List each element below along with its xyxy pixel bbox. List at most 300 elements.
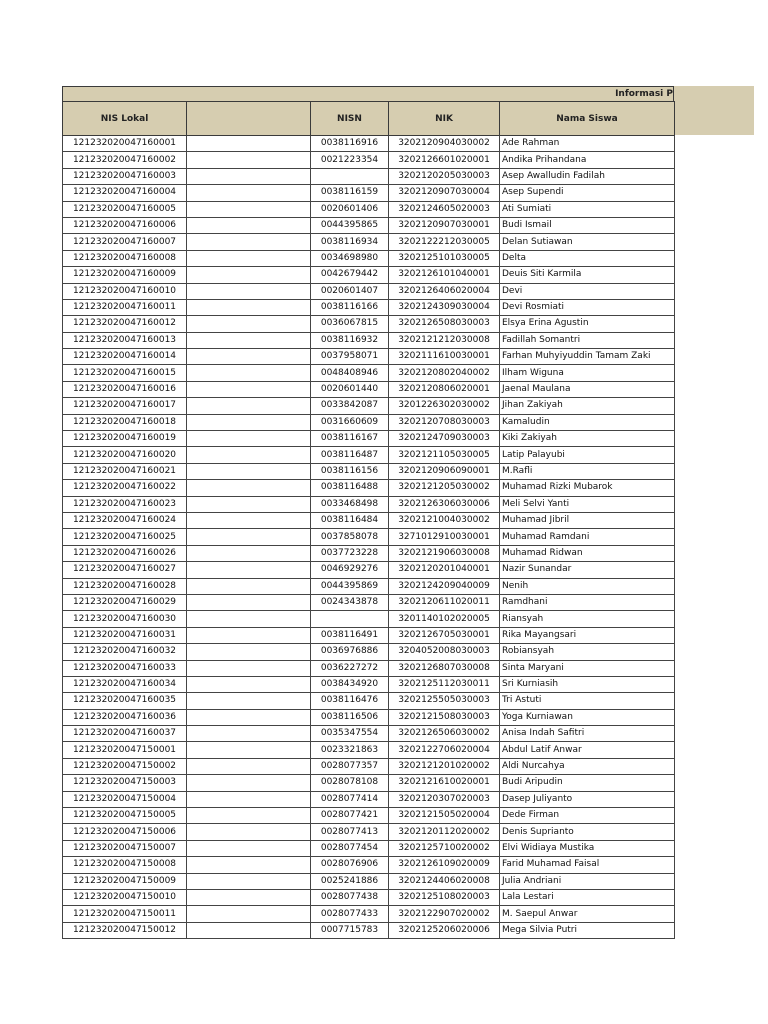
table-row (63, 726, 675, 742)
cell-blank[interactable] (187, 726, 311, 742)
cell-blank[interactable] (187, 644, 311, 660)
cell-nisn[interactable]: 0038116476 (311, 693, 389, 709)
table-row (63, 431, 675, 447)
table-row (63, 742, 675, 758)
cell-nis-lokal[interactable]: 121232020047160013 (63, 332, 187, 348)
table-row (63, 201, 675, 217)
cell-nik[interactable]: 3202120806020001 (389, 381, 500, 397)
cell-nama-siswa[interactable]: Abdul Latif Anwar (500, 742, 675, 758)
cell-nik[interactable]: 3202120307020003 (389, 791, 500, 807)
cell-nis-lokal[interactable]: 121232020047160020 (63, 447, 187, 463)
cell-nama-siswa[interactable]: Latip Palayubi (500, 447, 675, 463)
cell-nama-siswa[interactable]: Ilham Wiguna (500, 365, 675, 381)
cell-nama-siswa[interactable]: Sri Kurniasih (500, 676, 675, 692)
table-row (63, 217, 675, 233)
cell-nisn[interactable]: 0020601440 (311, 381, 389, 397)
cell-nis-lokal[interactable]: 121232020047160009 (63, 267, 187, 283)
cell-nik[interactable]: 3202125206020006 (389, 922, 500, 938)
cell-nisn[interactable]: 0037723228 (311, 545, 389, 561)
cell-nama-siswa[interactable]: Ade Rahman (500, 136, 675, 152)
cell-nik[interactable]: 3202124309030004 (389, 299, 500, 315)
cell-nisn[interactable]: 0020601407 (311, 283, 389, 299)
cell-nis-lokal[interactable]: 121232020047160034 (63, 676, 187, 692)
cell-nis-lokal[interactable]: 121232020047160029 (63, 594, 187, 610)
cell-nik[interactable]: 3202122706020004 (389, 742, 500, 758)
cell-blank[interactable] (187, 594, 311, 610)
cell-nama-siswa[interactable]: Nenih (500, 578, 675, 594)
cell-nama-siswa[interactable]: Budi Ismail (500, 217, 675, 233)
cell-nis-lokal[interactable]: 121232020047150002 (63, 758, 187, 774)
cell-nisn[interactable]: 0048408946 (311, 365, 389, 381)
cell-nisn[interactable] (311, 611, 389, 627)
cell-nisn[interactable]: 0035347554 (311, 726, 389, 742)
cell-nama-siswa[interactable]: Aldi Nurcahya (500, 758, 675, 774)
cell-nis-lokal[interactable]: 121232020047160022 (63, 480, 187, 496)
cell-nis-lokal[interactable]: 121232020047150012 (63, 922, 187, 938)
cell-blank[interactable] (187, 267, 311, 283)
table-row (63, 349, 675, 365)
cell-blank[interactable] (187, 529, 311, 545)
cell-nisn[interactable] (311, 168, 389, 184)
cell-nama-siswa[interactable]: Muhamad Ridwan (500, 545, 675, 561)
cell-nisn[interactable]: 0038116167 (311, 431, 389, 447)
table-row (63, 496, 675, 512)
cell-blank[interactable] (187, 906, 311, 922)
table-row (63, 676, 675, 692)
cell-nisn[interactable]: 0031660609 (311, 414, 389, 430)
table-row (63, 283, 675, 299)
cell-nik[interactable]: 3202126406020004 (389, 283, 500, 299)
cell-nisn[interactable]: 0044395865 (311, 217, 389, 233)
table-row (63, 644, 675, 660)
cell-nama-siswa[interactable]: Mega Silvia Putri (500, 922, 675, 938)
table-row (63, 808, 675, 824)
table-row (63, 447, 675, 463)
cell-nis-lokal[interactable]: 121232020047150009 (63, 873, 187, 889)
table-row (63, 562, 675, 578)
cell-blank[interactable] (187, 201, 311, 217)
header-nama-siswa[interactable]: Nama Siswa (500, 102, 675, 136)
table-row (63, 136, 675, 152)
cell-blank[interactable] (187, 136, 311, 152)
table-row (63, 463, 675, 479)
cell-nama-siswa[interactable]: Denis Suprianto (500, 824, 675, 840)
cell-nik[interactable]: 3202121105030005 (389, 447, 500, 463)
cell-nik[interactable]: 3202126506030002 (389, 726, 500, 742)
cell-nisn[interactable]: 0042679442 (311, 267, 389, 283)
cell-nis-lokal[interactable]: 121232020047160027 (63, 562, 187, 578)
cell-nis-lokal[interactable]: 121232020047160012 (63, 316, 187, 332)
cell-blank[interactable] (187, 365, 311, 381)
cell-nik[interactable]: 3202120907030004 (389, 185, 500, 201)
cell-nis-lokal[interactable]: 121232020047160008 (63, 250, 187, 266)
cell-nik[interactable]: 3271012910030001 (389, 529, 500, 545)
cell-blank[interactable] (187, 480, 311, 496)
cell-nisn[interactable]: 0036976886 (311, 644, 389, 660)
cell-nisn[interactable]: 0028077454 (311, 840, 389, 856)
cell-nis-lokal[interactable]: 121232020047160004 (63, 185, 187, 201)
cell-nik[interactable]: 3202124605020003 (389, 201, 500, 217)
table-row (63, 381, 675, 397)
cell-nik[interactable]: 3202124709030003 (389, 431, 500, 447)
cell-nis-lokal[interactable]: 121232020047150004 (63, 791, 187, 807)
cell-nisn[interactable]: 0028077421 (311, 808, 389, 824)
cell-nik[interactable]: 3201140102020005 (389, 611, 500, 627)
cell-nisn[interactable]: 0038116488 (311, 480, 389, 496)
header-nik[interactable]: NIK (389, 102, 500, 136)
cell-nik[interactable]: 3202121212030008 (389, 332, 500, 348)
cell-nik[interactable]: 3202124406020008 (389, 873, 500, 889)
table-row (63, 889, 675, 905)
cell-nik[interactable]: 3202121610020001 (389, 775, 500, 791)
header-blank[interactable] (187, 102, 311, 136)
cell-nisn[interactable]: 0038116491 (311, 627, 389, 643)
cell-blank[interactable] (187, 431, 311, 447)
cell-blank[interactable] (187, 840, 311, 856)
cell-nik[interactable]: 3202126508030003 (389, 316, 500, 332)
cell-nisn[interactable]: 0028077433 (311, 906, 389, 922)
cell-nik[interactable]: 3202125108020003 (389, 889, 500, 905)
cell-nama-siswa[interactable]: Asep Awalludin Fadilah (500, 168, 675, 184)
cell-nama-siswa[interactable]: Ati Sumiati (500, 201, 675, 217)
cell-nisn[interactable]: 0038116934 (311, 234, 389, 250)
cell-nik[interactable]: 3202126807030008 (389, 660, 500, 676)
cell-nama-siswa[interactable]: Nazir Sunandar (500, 562, 675, 578)
header-nis-lokal[interactable]: NIS Lokal (63, 102, 187, 136)
cell-nis-lokal[interactable]: 121232020047160023 (63, 496, 187, 512)
cell-blank[interactable] (187, 758, 311, 774)
cell-nama-siswa[interactable]: Elsya Erina Agustin (500, 316, 675, 332)
table-row (63, 414, 675, 430)
cell-nisn[interactable]: 0036227272 (311, 660, 389, 676)
cell-nik[interactable]: 3202122212030005 (389, 234, 500, 250)
cell-nik[interactable]: 3202121508030003 (389, 709, 500, 725)
cell-blank[interactable] (187, 693, 311, 709)
cell-nik[interactable]: 3202126705030001 (389, 627, 500, 643)
cell-nik[interactable]: 3202120205030003 (389, 168, 500, 184)
cell-nama-siswa[interactable]: M.Rafli (500, 463, 675, 479)
cell-nik[interactable]: 3202126601020001 (389, 152, 500, 168)
cell-nisn[interactable]: 0038116159 (311, 185, 389, 201)
cell-blank[interactable] (187, 578, 311, 594)
cell-nik[interactable]: 3202111610030001 (389, 349, 500, 365)
cell-blank[interactable] (187, 447, 311, 463)
cell-nis-lokal[interactable]: 121232020047160030 (63, 611, 187, 627)
cell-nisn[interactable]: 0036067815 (311, 316, 389, 332)
table-row (63, 545, 675, 561)
cell-nama-siswa[interactable]: Muhamad Ramdani (500, 529, 675, 545)
table-row (63, 627, 675, 643)
cell-nisn[interactable]: 0038116156 (311, 463, 389, 479)
cell-nis-lokal[interactable]: 121232020047160003 (63, 168, 187, 184)
cell-nisn[interactable]: 0023321863 (311, 742, 389, 758)
cell-nisn[interactable]: 0044395869 (311, 578, 389, 594)
cell-nama-siswa[interactable]: Tri Astuti (500, 693, 675, 709)
cell-nisn[interactable]: 0038116487 (311, 447, 389, 463)
cell-nis-lokal[interactable]: 121232020047160006 (63, 217, 187, 233)
cell-nik[interactable]: 3201226302030002 (389, 398, 500, 414)
cell-nis-lokal[interactable]: 121232020047160010 (63, 283, 187, 299)
cell-nisn[interactable]: 0038116484 (311, 512, 389, 528)
cell-nisn[interactable]: 0028078108 (311, 775, 389, 791)
cell-nama-siswa[interactable]: Elvi Widiaya Mustika (500, 840, 675, 856)
cell-nik[interactable]: 3202120802040002 (389, 365, 500, 381)
cell-blank[interactable] (187, 873, 311, 889)
cell-nis-lokal[interactable]: 121232020047160026 (63, 545, 187, 561)
cell-nis-lokal[interactable]: 121232020047160025 (63, 529, 187, 545)
cell-blank[interactable] (187, 283, 311, 299)
cell-nama-siswa[interactable]: Kamaludin (500, 414, 675, 430)
table-row (63, 365, 675, 381)
cell-nama-siswa[interactable]: Jaenal Maulana (500, 381, 675, 397)
cell-blank[interactable] (187, 775, 311, 791)
cell-nama-siswa[interactable]: Delta (500, 250, 675, 266)
cell-nis-lokal[interactable]: 121232020047160002 (63, 152, 187, 168)
cell-blank[interactable] (187, 545, 311, 561)
cell-nisn[interactable]: 0028076906 (311, 857, 389, 873)
header-row (63, 102, 675, 136)
cell-nik[interactable]: 3202126101040001 (389, 267, 500, 283)
cell-blank[interactable] (187, 217, 311, 233)
cell-nama-siswa[interactable]: Yoga Kurniawan (500, 709, 675, 725)
cell-nik[interactable]: 3202121906030008 (389, 545, 500, 561)
cell-nis-lokal[interactable]: 121232020047160011 (63, 299, 187, 315)
cell-nama-siswa[interactable]: Devi (500, 283, 675, 299)
table-row (63, 299, 675, 315)
cell-blank[interactable] (187, 857, 311, 873)
cell-blank[interactable] (187, 889, 311, 905)
table-row (63, 512, 675, 528)
cell-blank[interactable] (187, 398, 311, 414)
cell-nis-lokal[interactable]: 121232020047150005 (63, 808, 187, 824)
table-row (63, 267, 675, 283)
cell-blank[interactable] (187, 742, 311, 758)
cell-blank[interactable] (187, 234, 311, 250)
cell-nama-siswa[interactable]: Asep Supendi (500, 185, 675, 201)
cell-nik[interactable]: 3202120201040001 (389, 562, 500, 578)
table-row (63, 709, 675, 725)
cell-blank[interactable] (187, 512, 311, 528)
cell-nik[interactable]: 3202120904030002 (389, 136, 500, 152)
cell-nisn[interactable]: 0033468498 (311, 496, 389, 512)
table-row (63, 578, 675, 594)
cell-nama-siswa[interactable]: Fadillah Somantri (500, 332, 675, 348)
table-row (63, 185, 675, 201)
table-row (63, 234, 675, 250)
cell-nama-siswa[interactable]: Julia Andriani (500, 873, 675, 889)
cell-nis-lokal[interactable]: 121232020047160007 (63, 234, 187, 250)
cell-blank[interactable] (187, 611, 311, 627)
cell-nik[interactable]: 3202120907030001 (389, 217, 500, 233)
table-row (63, 594, 675, 610)
cell-nik[interactable]: 3202122907020002 (389, 906, 500, 922)
cell-nis-lokal[interactable]: 121232020047150007 (63, 840, 187, 856)
cell-nik[interactable]: 3204052008030003 (389, 644, 500, 660)
cell-nis-lokal[interactable]: 121232020047160015 (63, 365, 187, 381)
cell-blank[interactable] (187, 332, 311, 348)
cell-nik[interactable]: 3202126306030006 (389, 496, 500, 512)
cell-nisn[interactable]: 0028077357 (311, 758, 389, 774)
cell-nik[interactable]: 3202124209040009 (389, 578, 500, 594)
cell-nama-siswa[interactable]: Delan Sutiawan (500, 234, 675, 250)
cell-nisn[interactable]: 0025241886 (311, 873, 389, 889)
cell-nis-lokal[interactable]: 121232020047160018 (63, 414, 187, 430)
cell-nama-siswa[interactable]: Riansyah (500, 611, 675, 627)
cell-nis-lokal[interactable]: 121232020047160036 (63, 709, 187, 725)
cell-nama-siswa[interactable]: Devi Rosmiati (500, 299, 675, 315)
cell-blank[interactable] (187, 316, 311, 332)
table-row (63, 791, 675, 807)
table-row (63, 316, 675, 332)
cell-nik[interactable]: 3202121201020002 (389, 758, 500, 774)
cell-blank[interactable] (187, 185, 311, 201)
cell-nama-siswa[interactable]: Sinta Maryani (500, 660, 675, 676)
cell-nama-siswa[interactable]: Meli Selvi Yanti (500, 496, 675, 512)
cell-nis-lokal[interactable]: 121232020047160024 (63, 512, 187, 528)
cell-blank[interactable] (187, 496, 311, 512)
cell-nisn[interactable]: 0007715783 (311, 922, 389, 938)
cell-nisn[interactable]: 0038116932 (311, 332, 389, 348)
cell-nama-siswa[interactable]: Muhamad Rizki Mubarok (500, 480, 675, 496)
cell-nik[interactable]: 3202125112030011 (389, 676, 500, 692)
cell-nis-lokal[interactable]: 121232020047150011 (63, 906, 187, 922)
table-row (63, 758, 675, 774)
cell-blank[interactable] (187, 463, 311, 479)
cell-blank[interactable] (187, 922, 311, 938)
cell-nisn[interactable]: 0037858078 (311, 529, 389, 545)
cell-nis-lokal[interactable]: 121232020047160033 (63, 660, 187, 676)
cell-nis-lokal[interactable]: 121232020047160001 (63, 136, 187, 152)
cell-nama-siswa[interactable]: Robiansyah (500, 644, 675, 660)
cell-blank[interactable] (187, 824, 311, 840)
cell-nisn[interactable]: 0028077413 (311, 824, 389, 840)
cell-nis-lokal[interactable]: 121232020047160021 (63, 463, 187, 479)
cell-blank[interactable] (187, 791, 311, 807)
cell-nis-lokal[interactable]: 121232020047160005 (63, 201, 187, 217)
section-banner (62, 86, 674, 102)
cell-blank[interactable] (187, 381, 311, 397)
cell-nis-lokal[interactable]: 121232020047160019 (63, 431, 187, 447)
cell-nis-lokal[interactable]: 121232020047160037 (63, 726, 187, 742)
cell-blank[interactable] (187, 562, 311, 578)
cell-nik[interactable]: 3202126109020009 (389, 857, 500, 873)
table-row (63, 775, 675, 791)
cell-nis-lokal[interactable]: 121232020047160017 (63, 398, 187, 414)
table-row (63, 840, 675, 856)
cell-nama-siswa[interactable]: Budi Aripudin (500, 775, 675, 791)
cell-nik[interactable]: 3202125710020002 (389, 840, 500, 856)
cell-nisn[interactable]: 0033842087 (311, 398, 389, 414)
table-body (63, 136, 675, 939)
table-row (63, 857, 675, 873)
cell-nis-lokal[interactable]: 121232020047160016 (63, 381, 187, 397)
cell-nis-lokal[interactable]: 121232020047160032 (63, 644, 187, 660)
cell-nama-siswa[interactable]: Andika Prihandana (500, 152, 675, 168)
cell-nisn[interactable]: 0038434920 (311, 676, 389, 692)
cell-nisn[interactable]: 0021223354 (311, 152, 389, 168)
cell-nama-siswa[interactable]: Dede Firman (500, 808, 675, 824)
cell-nama-siswa[interactable]: Farhan Muhyiyuddin Tamam Zaki (500, 349, 675, 365)
cell-nik[interactable]: 3202121004030002 (389, 512, 500, 528)
cell-blank[interactable] (187, 709, 311, 725)
cell-nama-siswa[interactable]: Rika Mayangsari (500, 627, 675, 643)
cell-nisn[interactable]: 0020601406 (311, 201, 389, 217)
cell-nis-lokal[interactable]: 121232020047160035 (63, 693, 187, 709)
table-row (63, 480, 675, 496)
cell-nis-lokal[interactable]: 121232020047150003 (63, 775, 187, 791)
table-row (63, 529, 675, 545)
cell-nik[interactable]: 3202120112020002 (389, 824, 500, 840)
cell-nama-siswa[interactable]: Dasep Juliyanto (500, 791, 675, 807)
table-row (63, 824, 675, 840)
cell-nama-siswa[interactable]: Muhamad Jibril (500, 512, 675, 528)
cell-blank[interactable] (187, 168, 311, 184)
cell-nik[interactable]: 3202120906090001 (389, 463, 500, 479)
cell-blank[interactable] (187, 349, 311, 365)
cell-nis-lokal[interactable]: 121232020047160031 (63, 627, 187, 643)
cell-nisn[interactable]: 0038116916 (311, 136, 389, 152)
cell-blank[interactable] (187, 152, 311, 168)
cell-nisn[interactable]: 0028077438 (311, 889, 389, 905)
student-table (62, 101, 675, 939)
cell-nis-lokal[interactable]: 121232020047150008 (63, 857, 187, 873)
cell-nik[interactable]: 3202120708030003 (389, 414, 500, 430)
cell-nisn[interactable]: 0038116166 (311, 299, 389, 315)
table-row (63, 906, 675, 922)
cell-blank[interactable] (187, 808, 311, 824)
cell-nama-siswa[interactable]: Deuis Siti Karmila (500, 267, 675, 283)
cell-blank[interactable] (187, 627, 311, 643)
table-row (63, 250, 675, 266)
cell-nama-siswa[interactable]: Ramdhani (500, 594, 675, 610)
header-nisn[interactable]: NISN (311, 102, 389, 136)
cell-nis-lokal[interactable]: 121232020047150001 (63, 742, 187, 758)
cell-nisn[interactable]: 0038116506 (311, 709, 389, 725)
cell-nisn[interactable]: 0037958071 (311, 349, 389, 365)
cell-blank[interactable] (187, 299, 311, 315)
table-row (63, 693, 675, 709)
cell-nik[interactable]: 3202120611020011 (389, 594, 500, 610)
table-row (63, 152, 675, 168)
cell-nama-siswa[interactable]: Jihan Zakiyah (500, 398, 675, 414)
cell-nis-lokal[interactable]: 121232020047150010 (63, 889, 187, 905)
cell-nisn[interactable]: 0034698980 (311, 250, 389, 266)
cell-nik[interactable]: 3202121505020004 (389, 808, 500, 824)
cell-nis-lokal[interactable]: 121232020047160014 (63, 349, 187, 365)
cell-nisn[interactable]: 0024343878 (311, 594, 389, 610)
table-row (63, 873, 675, 889)
cell-nis-lokal[interactable]: 121232020047160028 (63, 578, 187, 594)
cell-nisn[interactable]: 0028077414 (311, 791, 389, 807)
cell-nik[interactable]: 3202121205030002 (389, 480, 500, 496)
table-row (63, 332, 675, 348)
cell-blank[interactable] (187, 414, 311, 430)
cell-nama-siswa[interactable]: Kiki Zakiyah (500, 431, 675, 447)
cell-nisn[interactable]: 0046929276 (311, 562, 389, 578)
cell-nama-siswa[interactable]: Anisa Indah Safitri (500, 726, 675, 742)
cell-nik[interactable]: 3202125101030005 (389, 250, 500, 266)
cell-nik[interactable]: 3202125505030003 (389, 693, 500, 709)
cell-nama-siswa[interactable]: M. Saepul Anwar (500, 906, 675, 922)
cell-blank[interactable] (187, 660, 311, 676)
banner-title: Informasi P (615, 89, 673, 99)
cell-nama-siswa[interactable]: Lala Lestari (500, 889, 675, 905)
cell-blank[interactable] (187, 676, 311, 692)
cell-blank[interactable] (187, 250, 311, 266)
table-row (63, 660, 675, 676)
cell-nama-siswa[interactable]: Farid Muhamad Faisal (500, 857, 675, 873)
cell-nis-lokal[interactable]: 121232020047150006 (63, 824, 187, 840)
